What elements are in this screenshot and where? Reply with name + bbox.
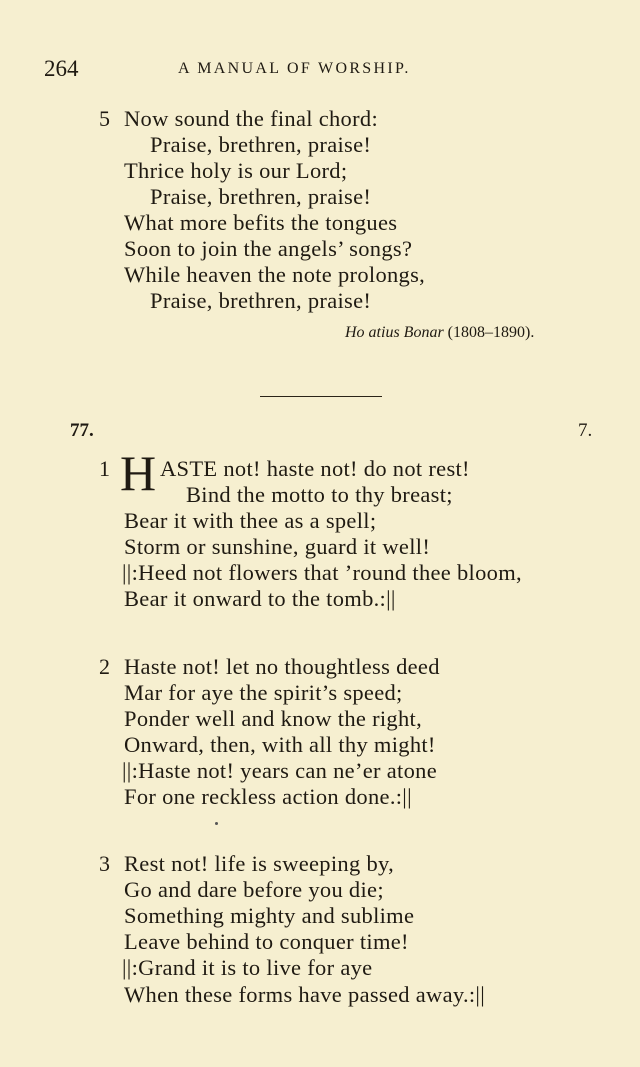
attribution xyxy=(345,324,534,342)
verse-line: Ponder well and know the right, xyxy=(124,706,422,731)
verse-line: Thrice holy is our Lord; xyxy=(124,158,348,183)
verse-line: Something mighty and sublime xyxy=(124,903,415,928)
verse-line: Leave behind to conquer time! xyxy=(124,929,409,954)
hymn-number: 77. xyxy=(70,420,94,441)
verse-line: Rest not! life is sweeping by, xyxy=(124,851,395,876)
verse-line: Praise, brethren, praise! xyxy=(150,184,372,209)
verse-line: Mar for aye the spirit’s speed; xyxy=(124,680,403,705)
drop-cap: H xyxy=(120,445,157,501)
verse-line: Soon to join the angels’ songs? xyxy=(124,236,413,261)
running-title: A MANUAL OF WORSHIP. xyxy=(178,60,411,77)
verse-line: Go and dare before you die; xyxy=(124,877,384,902)
attribution-dates: (1808–1890). xyxy=(447,324,535,341)
verse-line: Praise, brethren, praise! xyxy=(150,132,372,157)
verse-line: For one reckless action done.:|| xyxy=(124,784,412,809)
verse-number: 5 xyxy=(99,106,110,131)
verse-line: ||:Grand it is to live for aye xyxy=(122,955,373,980)
verse-line: ||:Haste not! years can ne’er atone xyxy=(122,758,437,783)
attribution-author: Ho atius Bonar xyxy=(345,324,444,341)
verse-line: Onward, then, with all thy might! xyxy=(124,732,436,757)
verse-line: While heaven the note prolongs, xyxy=(124,262,426,287)
verse-line: Storm or sunshine, guard it well! xyxy=(124,534,431,559)
verse-line: What more befits the tongues xyxy=(124,210,398,235)
verse-line: Bind the motto to thy breast; xyxy=(186,482,453,507)
section-divider xyxy=(260,396,382,397)
verse-number: 2 xyxy=(99,654,110,679)
verse-line: When these forms have passed away.:|| xyxy=(124,982,486,1007)
verse-line: ASTE not! haste not! do not rest! xyxy=(160,456,470,481)
verse-number: 3 xyxy=(99,851,110,876)
verse-line: ||:Heed not flowers that ’round thee bloom, xyxy=(122,560,522,585)
page-number: 264 xyxy=(44,56,79,81)
verse-line: Bear it with thee as a spell; xyxy=(124,508,377,533)
hymn-meter: 7. xyxy=(578,420,593,441)
verse-line: Haste not! let no thoughtless deed xyxy=(124,654,440,679)
verse-line: Praise, brethren, praise! xyxy=(150,288,372,313)
verse-line: Bear it onward to the tomb.:|| xyxy=(124,586,396,611)
verse-number: 1 xyxy=(99,456,110,481)
verse-line: Now sound the final chord: xyxy=(124,106,379,131)
print-speck xyxy=(215,822,218,825)
